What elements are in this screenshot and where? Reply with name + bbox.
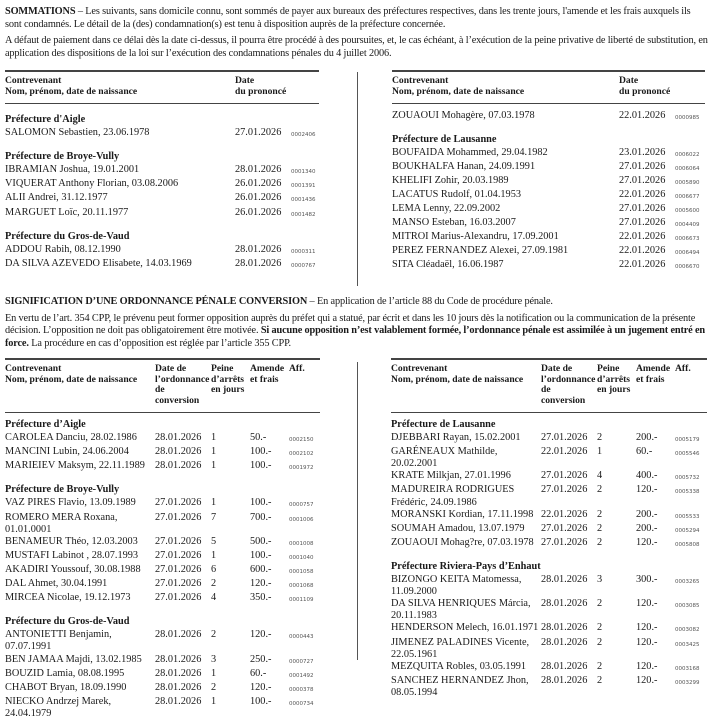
sommations-intro	[5, 6, 708, 64]
cell-amende: 120.-	[250, 681, 272, 693]
sommations-table-right	[392, 70, 705, 274]
column-divider	[357, 72, 358, 286]
cell-peine: 2	[597, 660, 603, 672]
cell-peine: 4	[211, 592, 217, 604]
table-row	[391, 470, 707, 484]
cell-name: SOUMAH Amadou, 13.07.1979	[391, 522, 525, 534]
cell-date: 26.01.2026	[235, 178, 282, 190]
cell-name: BOUZID Lamia, 08.08.1995	[5, 667, 125, 679]
table-row	[391, 432, 707, 446]
cell-amende: 500.-	[250, 535, 272, 547]
cell-name: DA SILVA HENRIQUES Márcia, 20.11.1983	[391, 598, 531, 622]
cell-aff: 0006677	[675, 193, 700, 200]
cell-amende: 100.-	[250, 446, 272, 458]
cell-date: 28.01.2026	[155, 432, 202, 444]
cell-peine: 2	[211, 629, 217, 641]
cell-date: 22.01.2026	[619, 188, 666, 200]
cell-name: CAROLEA Danciu, 28.02.1986	[5, 432, 137, 444]
cell-name: CHABOT Bryan, 18.09.1990	[5, 681, 127, 693]
cell-date: 28.01.2026	[155, 667, 202, 679]
cell-peine: 6	[211, 563, 217, 575]
table-row	[5, 536, 320, 550]
prefecture-heading	[5, 221, 319, 244]
cell-name: KRATE Milkjan, 27.01.1996	[391, 470, 511, 482]
cell-peine: 2	[597, 484, 603, 496]
cell-name: DA SILVA AZEVEDO Elisabete, 14.03.1969	[5, 257, 192, 269]
cell-date: 27.01.2026	[155, 578, 202, 590]
table-row	[5, 258, 319, 272]
cell-name: IBRAMIAN Joshua, 19.01.2001	[5, 164, 140, 176]
cell-amende: 100.-	[250, 549, 272, 561]
cell-peine: 1	[211, 695, 217, 707]
cell-date: 27.01.2026	[155, 592, 202, 604]
cell-peine: 2	[211, 681, 217, 693]
table-row	[392, 147, 705, 161]
cell-date: 27.01.2026	[155, 497, 202, 509]
cell-aff: 0005890	[675, 179, 700, 186]
cell-peine: 2	[597, 622, 603, 634]
cell-aff: 0005179	[675, 437, 700, 444]
cell-date: 28.01.2026	[155, 681, 202, 693]
table-row	[392, 217, 705, 231]
table-row	[392, 175, 705, 189]
cell-aff: 0001040	[289, 554, 314, 561]
sommations-paragraph-1: SOMMATIONS – Les suivants, sans domicile connu, sont sommés de payer aux bureaux des préfectures respectives, dans les trente jours, l'amende et les frais auxquels ils sont condamnés. Le détail de la (des) condamnation(s) est tenu à disposition auprès de la préfecture concernée.	[5, 6, 691, 30]
table-row	[392, 110, 705, 124]
prefecture-name: Préfecture de Broye-Vully	[5, 484, 120, 496]
cell-amende: 120.-	[636, 622, 658, 634]
table-row	[392, 203, 705, 217]
cell-name: SITA Cléadaël, 16.06.1987	[392, 259, 504, 271]
table-row	[392, 245, 705, 259]
table-row	[5, 578, 320, 592]
table-row	[391, 675, 707, 699]
cell-peine: 2	[597, 598, 603, 610]
cell-aff: 0001972	[289, 465, 314, 472]
prefecture-heading	[5, 413, 320, 433]
prefecture-heading	[5, 474, 320, 497]
table-row	[391, 537, 707, 551]
cell-date: 22.01.2026	[619, 231, 666, 243]
table-row	[5, 550, 320, 564]
cell-name: ROMERO MERA Roxana, 01.01.0001	[5, 511, 118, 535]
signification-title: SIGNIFICATION D’UNE ORDONNANCE PÉNALE CONVERSION	[5, 296, 308, 307]
cell-date: 28.01.2026	[235, 257, 282, 269]
cell-name: AKADIRI Youssouf, 30.08.1988	[5, 563, 141, 575]
table-row	[391, 622, 707, 636]
cell-aff: 0001109	[289, 597, 314, 604]
table-row	[5, 127, 319, 141]
cell-date: 27.01.2026	[619, 217, 666, 229]
cell-date: 27.01.2026	[235, 127, 282, 139]
header-contrevenant: Contrevenant Nom, prénom, date de naissance	[5, 75, 138, 97]
cell-name: MUSTAFI Labinot , 28.07.1993	[5, 549, 139, 561]
cell-aff: 0001008	[289, 540, 314, 547]
sommations-paragraph-2: A défaut de paiement dans ce délai dès la date ci-dessus, il pourra être procédé à des poursuites, et, le cas échéant, à l’exécution de la peine privative de liberté de substitution, en application des dispositions de la loi sur l’exécution des condamnations pénales du 4 juillet 2006.	[5, 35, 708, 59]
cell-name: LACATUS Rudolf, 01.04.1953	[392, 188, 522, 200]
cell-amende: 120.-	[636, 660, 658, 672]
cell-amende: 200.-	[636, 522, 658, 534]
table-row	[5, 192, 319, 206]
cell-amende: 300.-	[636, 574, 658, 586]
cell-date: 28.01.2026	[541, 622, 588, 634]
cell-peine: 1	[211, 549, 217, 561]
prefecture-name: Préfecture d’Aigle	[5, 419, 86, 430]
cell-name: BOUFAIDA Mohammed, 29.04.1982	[392, 146, 548, 158]
cell-aff: 0000767	[291, 262, 316, 269]
table-row	[5, 654, 320, 668]
table-row	[5, 432, 320, 446]
cell-date: 27.01.2026	[541, 432, 588, 444]
cell-date: 27.01.2026	[541, 470, 588, 482]
cell-date: 28.01.2026	[155, 446, 202, 458]
cell-date: 27.01.2026	[155, 563, 202, 575]
signification-table-right	[391, 358, 707, 699]
cell-peine: 3	[211, 653, 217, 665]
cell-date: 28.01.2026	[155, 460, 202, 472]
header-peine: Peine d’arrêts en jours	[211, 363, 245, 395]
cell-peine: 5	[211, 535, 217, 547]
table-row	[391, 446, 707, 470]
cell-name: PEREZ FERNANDEZ Alexei, 27.09.1981	[392, 245, 569, 257]
cell-amende: 100.-	[250, 497, 272, 509]
cell-peine: 2	[597, 636, 603, 648]
cell-peine: 1	[211, 667, 217, 679]
table-row	[392, 231, 705, 245]
cell-amende: 350.-	[250, 592, 272, 604]
cell-name: KHELIFI Zohir, 20.03.1989	[392, 174, 509, 186]
cell-aff: 0003168	[675, 665, 700, 672]
cell-aff: 0001391	[291, 183, 316, 190]
cell-amende: 200.-	[636, 508, 658, 520]
cell-aff: 0001492	[289, 672, 314, 679]
cell-date: 22.01.2026	[541, 508, 588, 520]
cell-aff: 0006673	[675, 236, 700, 243]
prefecture-heading	[5, 104, 319, 128]
header-peine: Peine d’arrêts en jours	[597, 363, 631, 395]
cell-peine: 2	[597, 522, 603, 534]
cell-aff: 0003082	[675, 627, 700, 634]
cell-aff: 0001068	[289, 583, 314, 590]
cell-peine: 2	[597, 508, 603, 520]
cell-name: GARÉNEAUX Mathilde, 20.02.2001	[391, 446, 498, 470]
cell-amende: 120.-	[250, 578, 272, 590]
table-row	[5, 446, 320, 460]
header-contrevenant: Contrevenant Nom, prénom, date de naissance	[5, 363, 138, 385]
cell-name: NIECKO Andrzej Marek, 24.04.1979	[5, 695, 112, 719]
table-row	[391, 509, 707, 523]
cell-name: DJEBBARI Rayan, 15.02.2001	[391, 432, 521, 444]
cell-name: VIQUERAT Anthony Florian, 03.08.2006	[5, 178, 179, 190]
cell-name: MANCINI Lubin, 24.06.2004	[5, 446, 129, 458]
cell-date: 27.01.2026	[619, 203, 666, 215]
cell-aff: 0001436	[291, 197, 316, 204]
cell-name: SALOMON Sebastien, 23.06.1978	[5, 127, 150, 139]
cell-name: MORANSKI Kordian, 17.11.1998	[391, 508, 534, 520]
cell-date: 27.01.2026	[541, 484, 588, 496]
header-amende: Amende et frais	[250, 363, 285, 385]
cell-aff: 0000378	[289, 686, 314, 693]
cell-peine: 1	[211, 497, 217, 509]
cell-aff: 0005294	[675, 527, 700, 534]
cell-peine: 2	[597, 536, 603, 548]
prefecture-heading	[5, 606, 320, 629]
cell-peine: 1	[211, 446, 217, 458]
cell-name: BOUKHALFA Hanan, 24.09.1991	[392, 160, 536, 172]
cell-date: 28.01.2026	[235, 243, 282, 255]
cell-date: 26.01.2026	[235, 206, 282, 218]
cell-amende: 120.-	[636, 598, 658, 610]
cell-aff: 0006494	[675, 250, 700, 257]
cell-amende: 60.-	[636, 446, 653, 458]
table-row	[5, 512, 320, 536]
cell-name: ANTONIETTI Benjamin, 07.07.1991	[5, 629, 112, 653]
cell-peine: 1	[211, 460, 217, 472]
cell-aff: 0005533	[675, 513, 700, 520]
cell-amende: 100.-	[250, 460, 272, 472]
cell-amende: 120.-	[636, 536, 658, 548]
header-date: Date du prononcé	[619, 75, 671, 97]
cell-date: 23.01.2026	[619, 146, 666, 158]
cell-amende: 60.-	[250, 667, 267, 679]
cell-date: 28.01.2026	[155, 653, 202, 665]
table-row	[392, 189, 705, 203]
header-date-ordonnance: Date de l’ordonnance de conversion	[155, 363, 210, 406]
header-contrevenant: Contrevenant Nom, prénom, date de naissance	[392, 75, 525, 97]
cell-amende: 120.-	[636, 484, 658, 496]
header-aff: Aff.	[289, 363, 305, 374]
table-row	[391, 661, 707, 675]
cell-aff: 0002102	[289, 451, 314, 458]
cell-aff: 0005546	[675, 451, 700, 458]
cell-date: 27.01.2026	[541, 536, 588, 548]
cell-aff: 0004409	[675, 222, 700, 229]
cell-aff: 0003425	[675, 641, 700, 648]
cell-aff: 0005600	[675, 208, 700, 215]
prefecture-heading	[392, 124, 705, 147]
cell-amende: 100.-	[250, 695, 272, 707]
cell-amende: 250.-	[250, 653, 272, 665]
cell-date: 28.01.2026	[235, 164, 282, 176]
cell-peine: 2	[597, 674, 603, 686]
sommations-table-left	[5, 70, 319, 272]
cell-aff: 0005338	[675, 489, 700, 496]
cell-name: BEN JAMAA Majdi, 13.02.1985	[5, 653, 142, 665]
cell-date: 27.01.2026	[155, 535, 202, 547]
prefecture-name: Préfecture du Gros-de-Vaud	[5, 230, 130, 242]
table-row	[5, 592, 320, 606]
header-date: Date du prononcé	[235, 75, 287, 97]
table-row	[5, 668, 320, 682]
cell-aff: 0003299	[675, 679, 700, 686]
cell-date: 27.01.2026	[541, 522, 588, 534]
cell-name: MARGUET Loïc, 20.11.1977	[5, 206, 129, 218]
cell-amende: 700.-	[250, 511, 272, 523]
table-row	[5, 244, 319, 258]
signification-table-left	[5, 358, 320, 720]
cell-aff: 0000757	[289, 502, 314, 509]
header-amende: Amende et frais	[636, 363, 671, 385]
cell-name: MITROI Marius-Alexandru, 17.09.2001	[392, 231, 559, 243]
prefecture-name: Préfecture du Gros-de-Vaud	[5, 616, 130, 628]
cell-date: 22.01.2026	[619, 259, 666, 271]
signification-heading: SIGNIFICATION D’UNE ORDONNANCE PÉNALE CONVERSION – En application de l’article 88 du Code de procédure pénale.	[5, 296, 553, 307]
cell-date: 22.01.2026	[619, 109, 666, 121]
cell-aff: 0006670	[675, 264, 700, 271]
cell-peine: 7	[211, 511, 217, 523]
table-row	[5, 682, 320, 696]
cell-name: HENDERSON Melech, 16.01.1971	[391, 622, 539, 634]
cell-amende: 600.-	[250, 563, 272, 575]
table-row	[5, 207, 319, 221]
cell-peine: 4	[597, 470, 603, 482]
table-row	[391, 637, 707, 661]
cell-name: LEMA Lenny, 22.09.2002	[392, 203, 501, 215]
cell-aff: 0001482	[291, 211, 316, 218]
prefecture-heading	[5, 141, 319, 164]
cell-date: 28.01.2026	[541, 574, 588, 586]
table-row	[391, 574, 707, 598]
cell-aff: 0005808	[675, 541, 700, 548]
cell-peine: 1	[211, 432, 217, 444]
cell-date: 28.01.2026	[541, 636, 588, 648]
table-row	[391, 484, 707, 508]
cell-name: MARIEIEV Maksym, 22.11.1989	[5, 460, 145, 472]
table-row	[391, 523, 707, 537]
cell-date: 28.01.2026	[541, 660, 588, 672]
cell-amende: 120.-	[250, 629, 272, 641]
table-row	[392, 161, 705, 175]
cell-aff: 0000727	[289, 658, 314, 665]
signification-intro	[5, 296, 708, 354]
cell-amende: 200.-	[636, 432, 658, 444]
cell-peine: 3	[597, 574, 603, 586]
cell-date: 26.01.2026	[235, 192, 282, 204]
cell-aff: 0001340	[291, 169, 316, 176]
cell-name: MADUREIRA RODRIGUES Frédéric, 24.09.1986	[391, 484, 515, 508]
cell-name: MANSO Esteban, 16.03.2007	[392, 217, 516, 229]
prefecture-name: Préfecture de Lausanne	[391, 419, 496, 430]
cell-aff: 0006022	[675, 151, 700, 158]
cell-aff: 0000734	[289, 700, 314, 707]
header-contrevenant: Contrevenant Nom, prénom, date de naissance	[391, 363, 524, 385]
cell-date: 27.01.2026	[155, 549, 202, 561]
cell-name: SANCHEZ HERNANDEZ Jhon, 08.05.1994	[391, 674, 529, 698]
header-date-ordonnance: Date de l’ordonnance de conversion	[541, 363, 596, 406]
cell-date: 28.01.2026	[155, 695, 202, 707]
table-row	[5, 497, 320, 511]
cell-date: 27.01.2026	[619, 174, 666, 186]
table-row	[5, 178, 319, 192]
cell-aff: 0001006	[289, 516, 314, 523]
cell-aff: 0006064	[675, 165, 700, 172]
cell-date: 27.01.2026	[155, 511, 202, 523]
column-divider	[357, 362, 358, 660]
cell-date: 28.01.2026	[541, 598, 588, 610]
cell-aff: 0000443	[289, 634, 314, 641]
cell-date: 28.01.2026	[541, 674, 588, 686]
cell-aff: 0001058	[289, 568, 314, 575]
table-row	[5, 164, 319, 178]
cell-date: 22.01.2026	[541, 446, 588, 458]
cell-name: ZOUAOUI Mohag?re, 07.03.1978	[391, 536, 534, 548]
cell-name: BIZONGO KEITA Matomessa, 11.09.2000	[391, 574, 522, 598]
cell-aff: 0003085	[675, 603, 700, 610]
sommations-title: SOMMATIONS	[5, 6, 76, 17]
table-row	[391, 598, 707, 622]
cell-name: JIMENEZ PALADINES Vicente, 22.05.1961	[391, 636, 530, 660]
cell-name: ZOUAOUI Mohagère, 07.03.1978	[392, 109, 535, 121]
cell-amende: 400.-	[636, 470, 658, 482]
cell-date: 22.01.2026	[619, 245, 666, 257]
cell-name: ADDOU Rabih, 08.12.1990	[5, 243, 121, 255]
cell-amende: 120.-	[636, 674, 658, 686]
prefecture-heading	[391, 413, 707, 433]
table-row	[392, 259, 705, 273]
cell-aff: 0003265	[675, 579, 700, 586]
prefecture-name: Préfecture Riviera-Pays d’Enhaut	[391, 560, 541, 572]
cell-name: MIRCEA Nicolae, 19.12.1973	[5, 592, 131, 604]
prefecture-name: Préfecture d'Aigle	[5, 114, 86, 125]
cell-amende: 50.-	[250, 432, 267, 444]
table-row	[5, 629, 320, 653]
cell-aff: 0000985	[675, 114, 700, 121]
cell-amende: 120.-	[636, 636, 658, 648]
cell-aff: 0002150	[289, 437, 314, 444]
prefecture-name: Préfecture de Lausanne	[392, 133, 497, 145]
cell-aff: 0002406	[291, 132, 316, 139]
cell-name: ALII Andrei, 31.12.1977	[5, 192, 108, 204]
header-aff: Aff.	[675, 363, 691, 374]
cell-peine: 1	[597, 446, 603, 458]
signification-paragraph: En vertu de l’art. 354 CPP, le prévenu peut former opposition auprès du préfet qui a statué, par écrit et dans les 10 jours dès la notification ou la communication de la présente décision. L’opposition ne doit pas obligatoirement être motivée. Si aucune opposition n’est valablement formée, l’ordonnance pénale est assimilée à un jugement entré en force. La procédure en cas d’opposition est réglée par l’article 355 CPP.	[5, 312, 705, 349]
cell-name: MEZQUITA Robles, 03.05.1991	[391, 660, 527, 672]
cell-date: 28.01.2026	[155, 629, 202, 641]
prefecture-name: Préfecture de Broye-Vully	[5, 151, 120, 163]
cell-name: VAZ PIRES Flavio, 13.09.1989	[5, 497, 136, 509]
cell-aff: 0005732	[675, 475, 700, 482]
cell-name: DAL Ahmet, 30.04.1991	[5, 578, 108, 590]
cell-peine: 2	[597, 432, 603, 444]
table-row	[5, 460, 320, 474]
cell-date: 27.01.2026	[619, 160, 666, 172]
cell-peine: 2	[211, 578, 217, 590]
prefecture-heading	[391, 551, 707, 574]
table-row	[5, 696, 320, 720]
table-row	[5, 564, 320, 578]
cell-name: BENAMEUR Théo, 12.03.2003	[5, 535, 138, 547]
cell-aff: 0000311	[291, 248, 316, 255]
